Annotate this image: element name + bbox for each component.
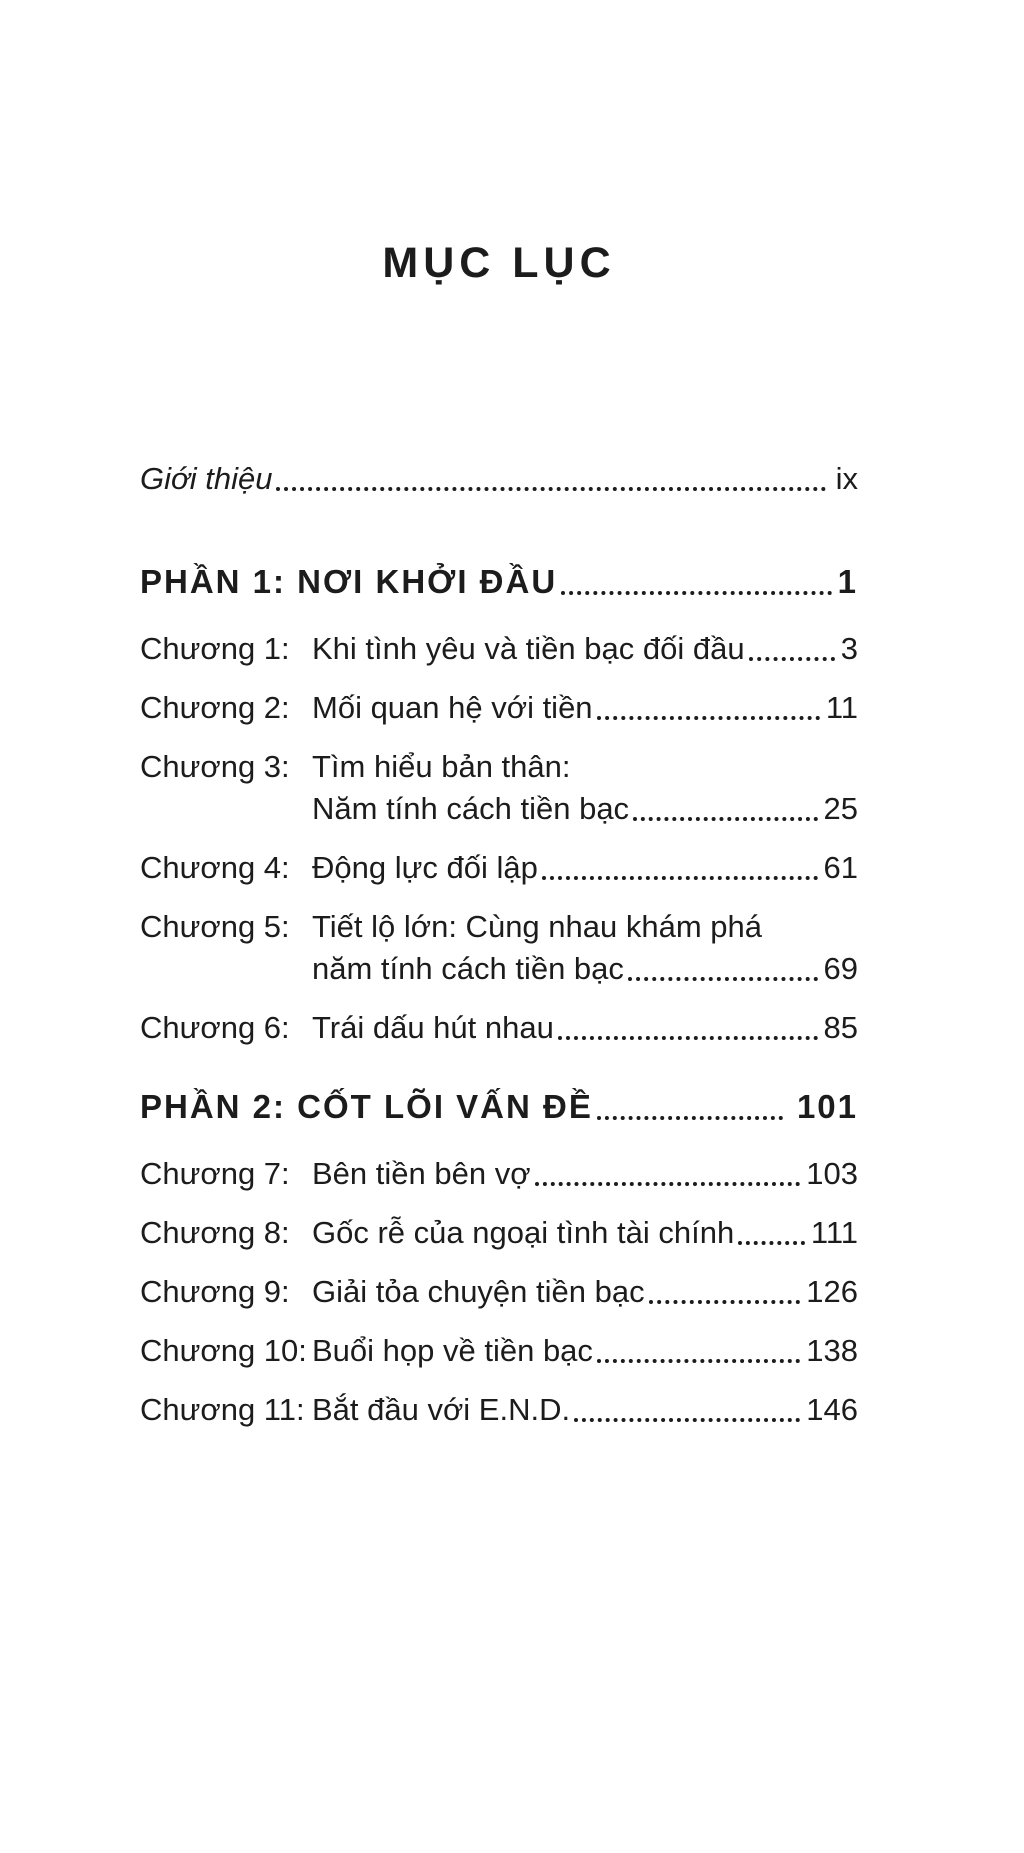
- page-number: 85: [823, 1010, 858, 1045]
- toc-entry: [140, 1153, 858, 1195]
- chapter-title: Buổi họp về tiền bạc: [312, 1333, 593, 1368]
- page-number: 61: [823, 850, 858, 885]
- chapter-title: Bên tiền bên vợ: [312, 1156, 531, 1191]
- chapter-label: Chương 2:: [140, 690, 290, 725]
- toc-entry: [140, 746, 858, 830]
- chapter-label: Chương 7:: [140, 1156, 290, 1191]
- chapter-title-line1: Tìm hiểu bản thân:: [312, 749, 571, 784]
- toc-entry: [140, 1007, 858, 1049]
- section-heading: [140, 560, 858, 604]
- page-number: 126: [806, 1274, 858, 1309]
- page-number: 146: [806, 1392, 858, 1427]
- page-number: 3: [840, 631, 858, 666]
- dot-leader: [276, 487, 825, 491]
- toc-section-1: [140, 560, 858, 1049]
- section-heading-label: PHẦN 1: NƠI KHỞI ĐẦU: [140, 563, 558, 600]
- page-number: 69: [823, 951, 858, 986]
- section-heading-label: PHẦN 2: CỐT LÕI VẤN ĐỀ: [140, 1088, 593, 1125]
- chapter-title-line1: Tiết lộ lớn: Cùng nhau khám phá: [312, 909, 762, 944]
- toc-entry: [140, 1212, 858, 1254]
- chapter-title: Khi tình yêu và tiền bạc đối đầu: [312, 631, 745, 666]
- chapter-label: Chương 5:: [140, 909, 290, 944]
- page-number: ix: [835, 461, 858, 496]
- dot-leader: [738, 1241, 805, 1245]
- dot-leader: [597, 716, 820, 720]
- page-number: 1: [837, 563, 858, 600]
- dot-leader: [649, 1300, 801, 1304]
- dot-leader: [633, 817, 817, 821]
- toc-entry: [140, 1389, 858, 1431]
- section-heading: [140, 1085, 858, 1129]
- chapter-label: Chương 3:: [140, 749, 290, 784]
- dot-leader: [535, 1182, 801, 1186]
- chapter-label: Chương 6:: [140, 1010, 290, 1045]
- chapter-label: Chương 10:: [140, 1333, 307, 1368]
- toc-entry: [140, 906, 858, 990]
- dot-leader: [597, 1116, 783, 1120]
- dot-leader: [597, 1359, 800, 1363]
- page-title: MỤC LỤC: [382, 239, 616, 287]
- page-number: 101: [796, 1088, 858, 1125]
- dot-leader: [749, 657, 835, 661]
- toc-entry: [140, 1271, 858, 1313]
- chapter-title: Động lực đối lập: [312, 850, 538, 885]
- dot-leader: [558, 1036, 818, 1040]
- chapter-title-line2: Năm tính cách tiền bạc: [312, 791, 630, 826]
- toc-page: [0, 238, 1024, 1431]
- chapter-label: Chương 1:: [140, 631, 290, 666]
- page-number: 111: [810, 1215, 858, 1250]
- chapter-label: Chương 8:: [140, 1215, 290, 1250]
- dot-leader: [561, 591, 831, 595]
- chapter-title: Giải tỏa chuyện tiền bạc: [312, 1274, 645, 1309]
- chapter-title: Mối quan hệ với tiền: [312, 690, 593, 725]
- chapter-label: Chương 9:: [140, 1274, 290, 1309]
- dot-leader: [628, 977, 818, 981]
- chapter-title: Gốc rễ của ngoại tình tài chính: [312, 1215, 735, 1250]
- chapter-label: Chương 4:: [140, 850, 290, 885]
- chapter-title: Trái dấu hút nhau: [312, 1010, 554, 1045]
- page-number: 138: [806, 1333, 858, 1368]
- toc-entry: [140, 1330, 858, 1372]
- chapter-label: Chương 11:: [140, 1392, 305, 1427]
- page-number: 103: [806, 1156, 858, 1191]
- toc-entry: [140, 687, 858, 729]
- dot-leader: [542, 876, 818, 880]
- intro-label: Giới thiệu: [140, 461, 273, 496]
- toc-entry: [140, 628, 858, 670]
- toc-entry-intro: [140, 458, 858, 500]
- chapter-title: Bắt đầu với E.N.D.: [312, 1392, 571, 1427]
- toc-entry: [140, 847, 858, 889]
- page-number: 25: [823, 791, 858, 826]
- chapter-title-line2: năm tính cách tiền bạc: [312, 951, 624, 986]
- page-number: 11: [825, 690, 858, 725]
- toc-section-2: [140, 1085, 858, 1431]
- dot-leader: [574, 1418, 800, 1422]
